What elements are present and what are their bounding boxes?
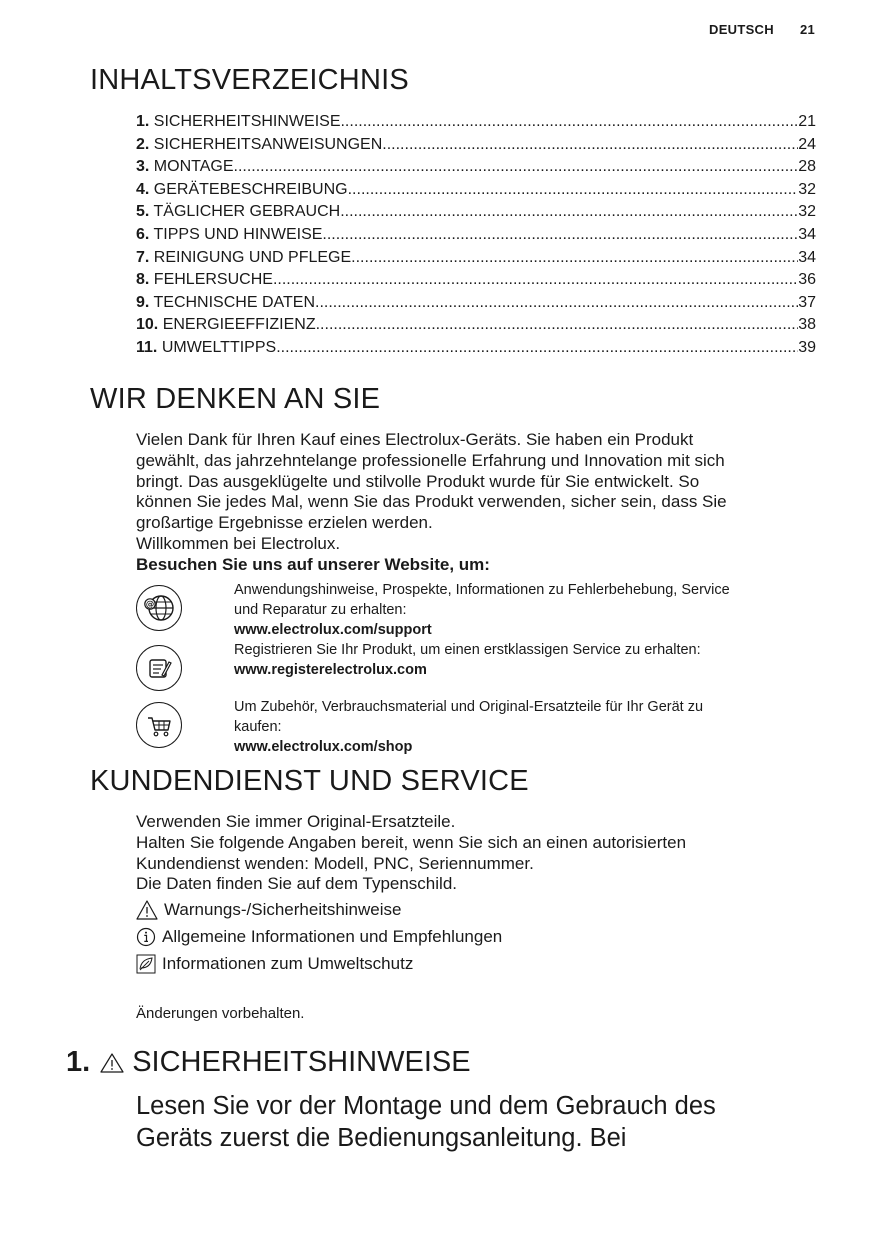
globe-icon bbox=[136, 585, 182, 631]
toc-item[interactable]: 10. ENERGIEEFFIZIENZ ..... 38 bbox=[136, 314, 816, 337]
toc-item[interactable]: 4. GERÄTEBESCHREIBUNG ..... 32 bbox=[136, 179, 816, 202]
toc-title: INHALTSVERZEICHNIS bbox=[90, 64, 409, 96]
leaf-icon bbox=[136, 954, 156, 974]
disclaimer: Änderungen vorbehalten. bbox=[136, 1005, 305, 1022]
toc-item[interactable]: 9. TECHNISCHE DATEN ..... 37 bbox=[136, 292, 816, 315]
toc-item[interactable]: 1. SICHERHEITSHINWEISE ..... 21 bbox=[136, 111, 816, 134]
support-link[interactable]: www.electrolux.com/support bbox=[234, 622, 432, 638]
warning-icon bbox=[100, 1052, 124, 1074]
register-link[interactable]: www.registerelectrolux.com bbox=[234, 662, 427, 678]
shop-link[interactable]: www.electrolux.com/shop bbox=[234, 739, 413, 755]
table-of-contents bbox=[136, 111, 816, 360]
warning-icon bbox=[136, 899, 158, 921]
toc-item[interactable]: 8. FEHLERSUCHE ..... 36 bbox=[136, 269, 816, 292]
customer-service-title: KUNDENDIENST UND SERVICE bbox=[90, 765, 529, 797]
legend-environment: Informationen zum Umweltschutz bbox=[136, 954, 413, 974]
welcome-title: WIR DENKEN AN SIE bbox=[90, 383, 381, 415]
header-page-number: 21 bbox=[799, 22, 815, 37]
toc-item[interactable]: 6. TIPPS UND HINWEISE ..... 34 bbox=[136, 224, 816, 247]
safety-heading bbox=[66, 1046, 471, 1079]
toc-item[interactable]: 3. MONTAGE ..... 28 bbox=[136, 156, 816, 179]
safety-lead-text: Lesen Sie vor der Montage und dem Gebrauch des Geräts zuerst die Bedienungsanleitung. Bei bbox=[136, 1092, 716, 1152]
svg-text:@: @ bbox=[145, 600, 155, 611]
toc-item[interactable]: 5. TÄGLICHER GEBRAUCH ..... 32 bbox=[136, 201, 816, 224]
safety-title: SICHERHEITSHINWEISE bbox=[132, 1046, 471, 1078]
toc-item[interactable]: 2. SICHERHEITSANWEISUNGEN ..... 24 bbox=[136, 134, 816, 157]
legend-warning: Warnungs-/Sicherheitshinweise bbox=[136, 899, 401, 921]
page-header bbox=[709, 22, 815, 37]
header-language: DEUTSCH bbox=[709, 22, 774, 37]
welcome-text: Vielen Dank für Ihren Kauf eines Electrolux-Geräts. Sie haben ein Produkt gewählt, das jahrzehntelange professionelle Erfahrung und Innovation mit sich bringt. Das ausgeklügelte und stilvolle Produkt wurde für Sie entwickelt. So können Sie jedes Mal, wenn Sie das Produkt verwenden, sicher sein, dass Sie großartige Ergebnisse erzielen werden. Willkommen bei Electrolux. Besuchen Sie uns auf unserer Website, um: bbox=[136, 430, 816, 576]
register-icon bbox=[136, 645, 182, 691]
toc-item[interactable]: 7. REINIGUNG UND PFLEGE ..... 34 bbox=[136, 247, 816, 270]
visit-website-label: Besuchen Sie uns auf unserer Website, um: bbox=[136, 554, 490, 574]
toc-item[interactable]: 11. UMWELTTIPPS ..... 39 bbox=[136, 337, 816, 360]
customer-service-text: Verwenden Sie immer Original-Ersatzteile. Halten Sie folgende Angaben bereit, wenn Sie sich an einen autorisierten Kundendienst wenden: Modell, PNC, Seriennummer. Die Daten finden Sie auf dem Typenschild. bbox=[136, 812, 687, 894]
safety-number: 1. bbox=[66, 1046, 91, 1078]
shopping-cart-icon bbox=[136, 702, 182, 748]
legend-info: Allgemeine Informationen und Empfehlungen bbox=[136, 927, 502, 947]
info-icon bbox=[136, 927, 156, 947]
